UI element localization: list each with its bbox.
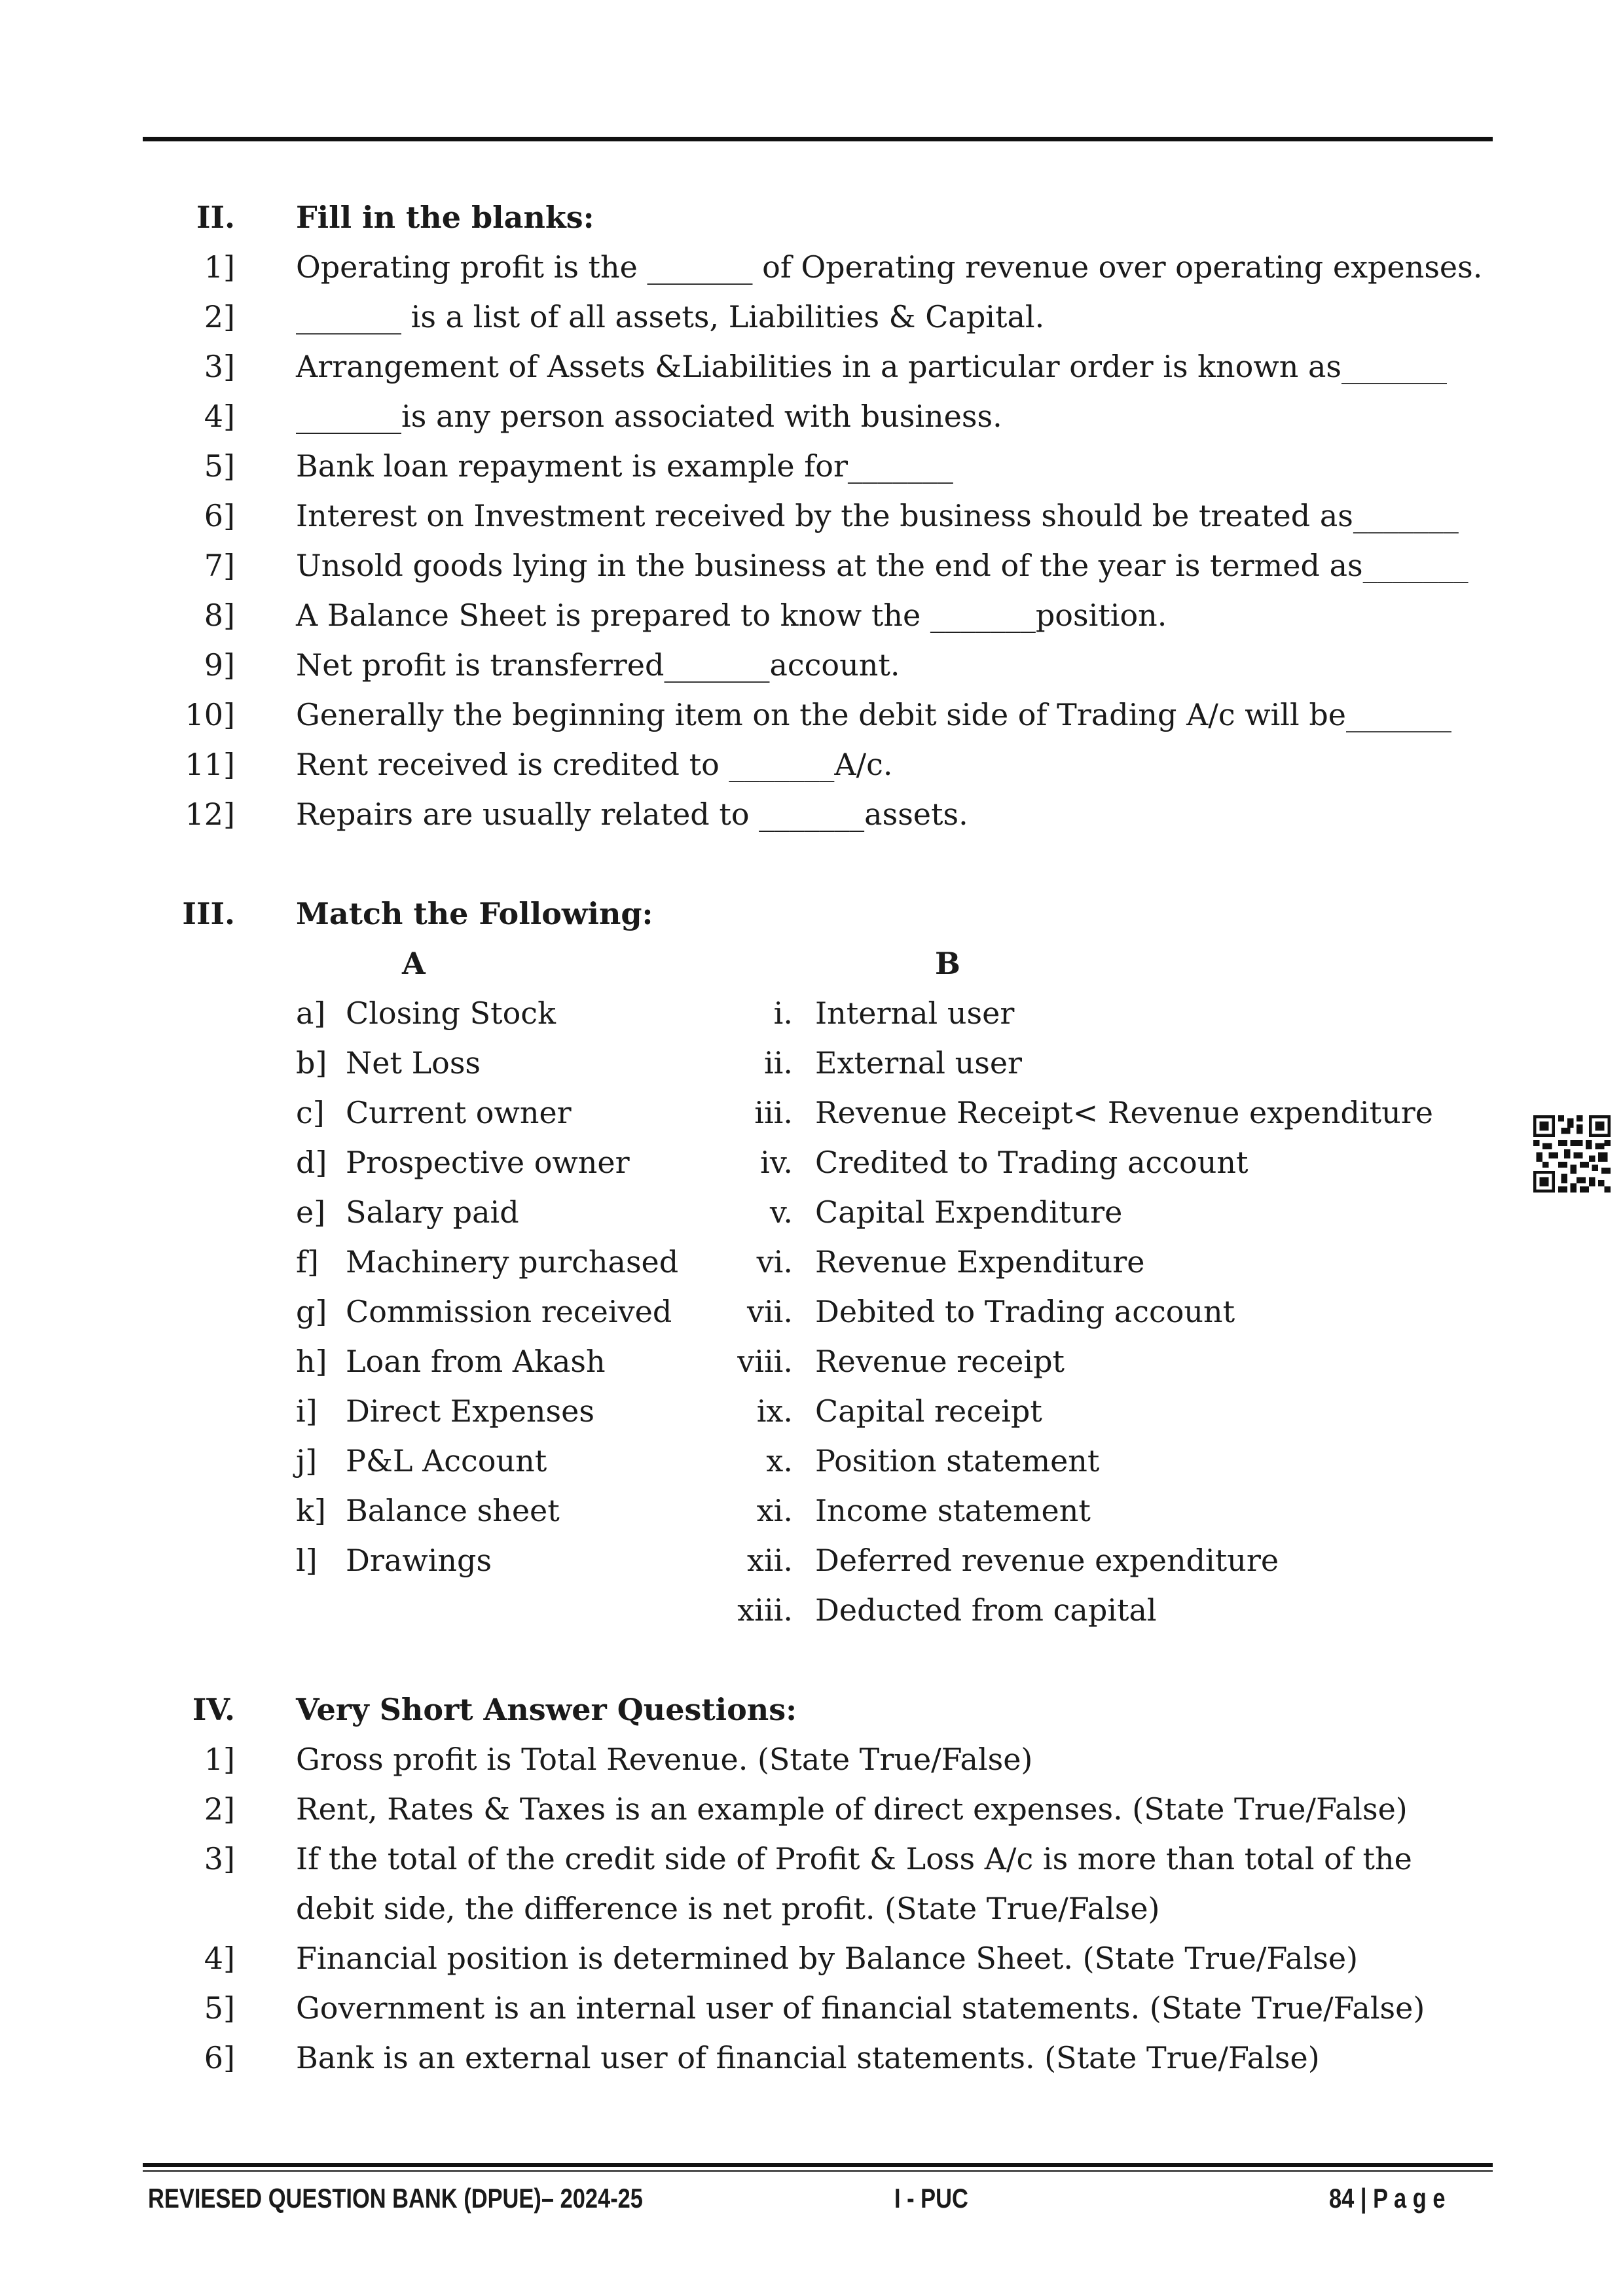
match-a-label: j] <box>296 1443 318 1479</box>
list-item <box>0 1933 1623 1983</box>
match-a-text: Prospective owner <box>346 1145 630 1180</box>
list-item <box>0 441 1623 491</box>
section-fill-blanks-heading <box>0 192 1623 242</box>
item-text: Rent, Rates & Taxes is an example of direct expenses. (State True/False) <box>296 1791 1408 1827</box>
list-item <box>0 1784 1623 1834</box>
footer-title: REVIESED QUESTION BANK (DPUE)– 2024-25 <box>148 2183 643 2214</box>
match-b-label: ii. <box>763 1045 793 1081</box>
section-numeral: II. <box>196 200 235 235</box>
list-item <box>0 2033 1623 2083</box>
section-title: Very Short Answer Questions: <box>296 1692 797 1727</box>
list-item <box>0 1834 1623 1884</box>
match-a-text: Drawings <box>346 1543 492 1578</box>
match-a-text: Loan from Akash <box>346 1344 606 1379</box>
item-number: 3] <box>204 1841 235 1876</box>
match-a-text: Commission received <box>346 1294 672 1329</box>
match-b-text: Internal user <box>815 996 1015 1031</box>
match-a-label: a] <box>296 996 326 1031</box>
match-a-label: h] <box>296 1344 327 1379</box>
match-b-text: Revenue Expenditure <box>815 1244 1145 1280</box>
list-item <box>0 1734 1623 1784</box>
column-a-heading: A <box>402 946 426 981</box>
list-item <box>0 541 1623 590</box>
top-rule <box>143 137 1493 141</box>
section-title: Fill in the blanks: <box>296 200 594 235</box>
match-b-label: x. <box>766 1443 793 1479</box>
list-item <box>0 1884 1623 1933</box>
footer-rule <box>143 2163 1493 2167</box>
item-number: 1] <box>204 1742 235 1777</box>
match-a-label: b] <box>296 1045 327 1081</box>
section-numeral: III. <box>182 896 235 931</box>
item-number: 6] <box>204 2040 235 2075</box>
item-number: 9] <box>204 647 235 683</box>
match-b-text: External user <box>815 1045 1023 1081</box>
match-a-label: l] <box>296 1543 318 1578</box>
item-number: 12] <box>185 797 235 832</box>
match-a-label: g] <box>296 1294 327 1329</box>
match-b-text: Revenue receipt <box>815 1344 1065 1379</box>
item-text: Rent received is credited to _______A/c. <box>296 747 893 782</box>
match-b-text: Debited to Trading account <box>815 1294 1235 1329</box>
match-a-text: Direct Expenses <box>346 1393 594 1429</box>
list-item <box>0 242 1623 292</box>
list-item <box>0 1983 1623 2033</box>
footer-rule-thin <box>143 2170 1493 2172</box>
item-text: _______is any person associated with business. <box>296 399 1002 434</box>
match-a-label: k] <box>296 1493 326 1528</box>
list-item <box>0 690 1623 740</box>
match-a-label: c] <box>296 1095 325 1130</box>
item-text: Net profit is transferred_______account. <box>296 647 900 683</box>
section-match-heading <box>0 889 1623 939</box>
match-a-label: e] <box>296 1194 326 1230</box>
item-number: 2] <box>204 1791 235 1827</box>
item-text: Interest on Investment received by the business should be treated as_______ <box>296 498 1459 533</box>
item-number: 4] <box>204 399 235 434</box>
match-a-text: Salary paid <box>346 1194 519 1230</box>
column-b-heading: B <box>935 946 960 981</box>
list-item <box>0 640 1623 690</box>
list-item <box>0 491 1623 541</box>
match-b-label: viii. <box>737 1344 793 1379</box>
match-b-label: xiii. <box>737 1592 793 1628</box>
match-b-label: vii. <box>746 1294 793 1329</box>
item-text: A Balance Sheet is prepared to know the _______position. <box>296 598 1167 633</box>
item-text: Financial position is determined by Balance Sheet. (State True/False) <box>296 1941 1359 1976</box>
item-number: 11] <box>185 747 235 782</box>
item-number: 3] <box>204 349 235 384</box>
section-title: Match the Following: <box>296 896 653 931</box>
item-number: 8] <box>204 598 235 633</box>
match-b-label: i. <box>773 996 793 1031</box>
item-number: 4] <box>204 1941 235 1976</box>
match-a-label: d] <box>296 1145 327 1180</box>
item-number: 10] <box>185 697 235 732</box>
qr-code-icon <box>1533 1115 1611 1193</box>
match-b-text: Deducted from capital <box>815 1592 1157 1628</box>
match-a-text: Current owner <box>346 1095 572 1130</box>
item-text: Government is an internal user of financial statements. (State True/False) <box>296 1990 1425 2026</box>
section-numeral: IV. <box>192 1692 235 1727</box>
item-text: _______ is a list of all assets, Liabilities & Capital. <box>296 299 1045 334</box>
section-vsaq-heading <box>0 1685 1623 1734</box>
list-item <box>0 740 1623 789</box>
match-b-label: xi. <box>756 1493 793 1528</box>
footer-class: I - PUC <box>894 2183 968 2214</box>
item-text: Operating profit is the _______ of Operating revenue over operating expenses. <box>296 249 1483 285</box>
match-b-label: xii. <box>747 1543 793 1578</box>
list-item <box>0 391 1623 441</box>
item-text: If the total of the credit side of Profit & Loss A/c is more than total of the <box>296 1841 1412 1876</box>
match-b-text: Position statement <box>815 1443 1100 1479</box>
match-b-label: iv. <box>760 1145 793 1180</box>
match-a-label: i] <box>296 1393 318 1429</box>
list-item <box>0 590 1623 640</box>
item-text: Unsold goods lying in the business at the end of the year is termed as_______ <box>296 548 1468 583</box>
item-number: 5] <box>204 1990 235 2026</box>
match-a-text: P&L Account <box>346 1443 547 1479</box>
match-a-text: Closing Stock <box>346 996 556 1031</box>
item-number: 2] <box>204 299 235 334</box>
match-b-label: ix. <box>756 1393 793 1429</box>
match-b-text: Capital receipt <box>815 1393 1042 1429</box>
list-item <box>0 292 1623 342</box>
match-b-text: Income statement <box>815 1493 1091 1528</box>
match-b-text: Credited to Trading account <box>815 1145 1249 1180</box>
match-b-label: v. <box>769 1194 793 1230</box>
match-b-text: Deferred revenue expenditure <box>815 1543 1279 1578</box>
item-number: 7] <box>204 548 235 583</box>
item-text: Gross profit is Total Revenue. (State True/False) <box>296 1742 1033 1777</box>
item-text: Arrangement of Assets &Liabilities in a particular order is known as_______ <box>296 349 1448 384</box>
item-text: Generally the beginning item on the debit side of Trading A/c will be_______ <box>296 697 1452 732</box>
item-text: debit side, the difference is net profit. (State True/False) <box>296 1891 1160 1926</box>
match-a-label: f] <box>296 1244 319 1280</box>
match-a-text: Balance sheet <box>346 1493 560 1528</box>
match-b-label: iii. <box>754 1095 793 1130</box>
match-b-text: Capital Expenditure <box>815 1194 1123 1230</box>
list-item <box>0 789 1623 839</box>
match-a-text: Machinery purchased <box>346 1244 679 1280</box>
match-a-text: Net Loss <box>346 1045 481 1081</box>
page-number: 84 | P a g e <box>1329 2183 1446 2214</box>
item-text: Repairs are usually related to _______assets. <box>296 797 968 832</box>
item-number: 1] <box>204 249 235 285</box>
match-b-text: Revenue Receipt< Revenue expenditure <box>815 1095 1433 1130</box>
item-text: Bank is an external user of financial statements. (State True/False) <box>296 2040 1320 2075</box>
item-text: Bank loan repayment is example for_______ <box>296 448 953 484</box>
item-number: 5] <box>204 448 235 484</box>
item-number: 6] <box>204 498 235 533</box>
list-item <box>0 342 1623 391</box>
match-b-label: vi. <box>756 1244 793 1280</box>
